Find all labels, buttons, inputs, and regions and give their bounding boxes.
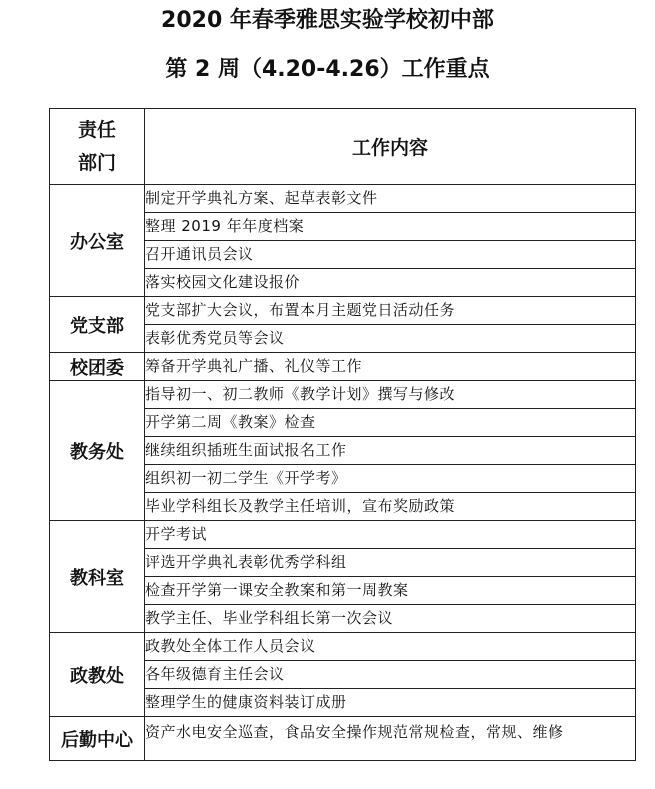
- task-cell: 继续组织插班生面试报名工作: [145, 437, 636, 465]
- task-cell: 表彰优秀党员等会议: [145, 325, 636, 353]
- dept-cell: 教科室: [50, 521, 145, 633]
- task-cell: 整理 2019 年年度档案: [145, 213, 636, 241]
- table-row: [50, 381, 636, 409]
- table-row: [50, 521, 636, 549]
- table-row: [50, 633, 636, 661]
- work-plan-table: [49, 108, 636, 761]
- task-cell: 党支部扩大会议，布置本月主题党日活动任务: [145, 297, 636, 325]
- table-row: [50, 185, 636, 213]
- task-cell: 落实校园文化建设报价: [145, 269, 636, 297]
- task-cell: 各年级德育主任会议: [145, 661, 636, 689]
- page-title: 2020 年春季雅思实验学校初中部: [161, 8, 494, 33]
- task-cell: 评选开学典礼表彰优秀学科组: [145, 549, 636, 577]
- task-cell: 制定开学典礼方案、起草表彰文件: [145, 185, 636, 213]
- header-department: [50, 109, 145, 185]
- header-department-line2: 部门: [77, 151, 116, 174]
- task-cell: 指导初一、初二教师《教学计划》撰写与修改: [145, 381, 636, 409]
- task-cell: 政教处全体工作人员会议: [145, 633, 636, 661]
- header-department-line1: 责任: [77, 118, 116, 141]
- table-row: [50, 353, 636, 381]
- dept-cell: 后勤中心: [50, 717, 145, 761]
- task-cell: 资产水电安全巡查，食品安全操作规范常规检查，常规、维修: [145, 717, 636, 761]
- task-cell: 检查开学第一课安全教案和第一周教案: [145, 577, 636, 605]
- task-cell: 教学主任、毕业学科组长第一次会议: [145, 605, 636, 633]
- dept-cell: 党支部: [50, 297, 145, 353]
- header-work-content: 工作内容: [145, 109, 636, 185]
- task-cell: 筹备开学典礼广播、礼仪等工作: [145, 353, 636, 381]
- task-cell: 开学第二周《教案》检查: [145, 409, 636, 437]
- table-header-row: [50, 109, 636, 185]
- dept-cell: 校团委: [50, 353, 145, 381]
- task-cell: 组织初一初二学生《开学考》: [145, 465, 636, 493]
- task-cell: 开学考试: [145, 521, 636, 549]
- dept-cell: 政教处: [50, 633, 145, 717]
- table-row: [50, 717, 636, 761]
- task-cell: 整理学生的健康资料装订成册: [145, 689, 636, 717]
- task-cell: 毕业学科组长及教学主任培训，宣布奖励政策: [145, 493, 636, 521]
- page-subtitle: 第 2 周（4.20-4.26）工作重点: [165, 57, 490, 82]
- dept-cell: 办公室: [50, 185, 145, 297]
- table-row: [50, 297, 636, 325]
- dept-cell: 教务处: [50, 381, 145, 521]
- task-cell: 召开通讯员会议: [145, 241, 636, 269]
